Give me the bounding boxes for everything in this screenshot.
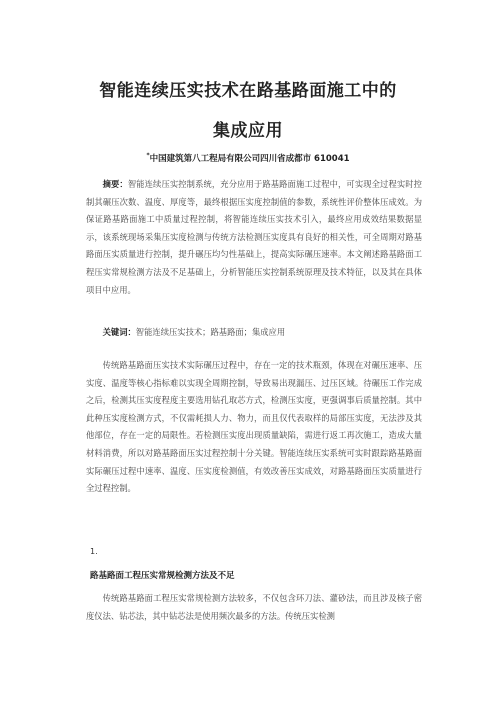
abstract-paragraph bbox=[86, 176, 422, 299]
abstract-label: 摘要： bbox=[102, 179, 128, 189]
affiliation-text: 中国建筑第八工程局有限公司四川省成都市 610041 bbox=[149, 154, 350, 164]
section-paragraph: 传统路基路面工程压实常规检测方法较多，不仅包含环刀法、灌砂法，而且涉及核子密度仪法、钻芯法，其中钻芯法是使用频次最多的方法。传统压实检测 bbox=[86, 593, 422, 621]
keywords-paragraph bbox=[86, 324, 422, 342]
affiliation-mark: * bbox=[146, 152, 150, 159]
title-line-2: 集成应用 bbox=[213, 121, 283, 141]
abstract-text: 智能连续压实控制系统，充分应用于路基路面施工过程中，可实现全过程实时控制其碾压次数、温度、厚度等，最终根据压实度控制值的参数，系统性评价整体压成效。为保证路基路面施工中质量过程控制，将智能连续压实技术引入，最终应用成效结果数据显示，该系统现场采集压实度检测与传统方法检测压实度具有良好的相关性，可全周期对路基路面压实质量进行控制，提升碾压均匀性基础上，提高实际碾压速率。本文阐述路基路面工程压实常规检测方法及不足基础上，分析智能压实控制系统原理及技术特征，以及其在具体项目中应用。 bbox=[86, 179, 422, 295]
section-heading: 路基路面工程压实常规检测方法及不足 bbox=[90, 571, 235, 581]
section-number: 1. bbox=[90, 547, 98, 556]
author-affiliation bbox=[40, 152, 456, 164]
title-line-1: 智能连续压实技术在路基路面施工中的 bbox=[99, 81, 397, 101]
keywords-text: 智能连续压实技术；路基路面；集成应用 bbox=[135, 327, 286, 337]
intro-paragraph: 传统路基路面压实技术实际碾压过程中，存在一定的技术瓶颈，体现在对碾压速率、压实度、温度等核心指标难以实现全周期控制，导致易出现漏压、过压区域。待碾压工作完成之后，检测其压实度程度主要选用钻孔取芯方式，检测压实度，更强调事后质量控制。其中此种压实度检测方式，不仅需耗损人力、物力，而且仅代表取样的局部压实度，无法涉及其他部位，存在一定的局限性。若检测压实度出现质量缺陷，需进行返工再次施工，造成大量材料消费，所以对路基路面压实过程控制十分关键。智能连续压实系统可实时跟踪路基路面实际碾压过程中速率、温度、压实度检测值，有效改善压实成效，对路基路面压实质量进行全过程控制。 bbox=[86, 360, 422, 494]
keywords-label: 关键词： bbox=[102, 327, 136, 337]
